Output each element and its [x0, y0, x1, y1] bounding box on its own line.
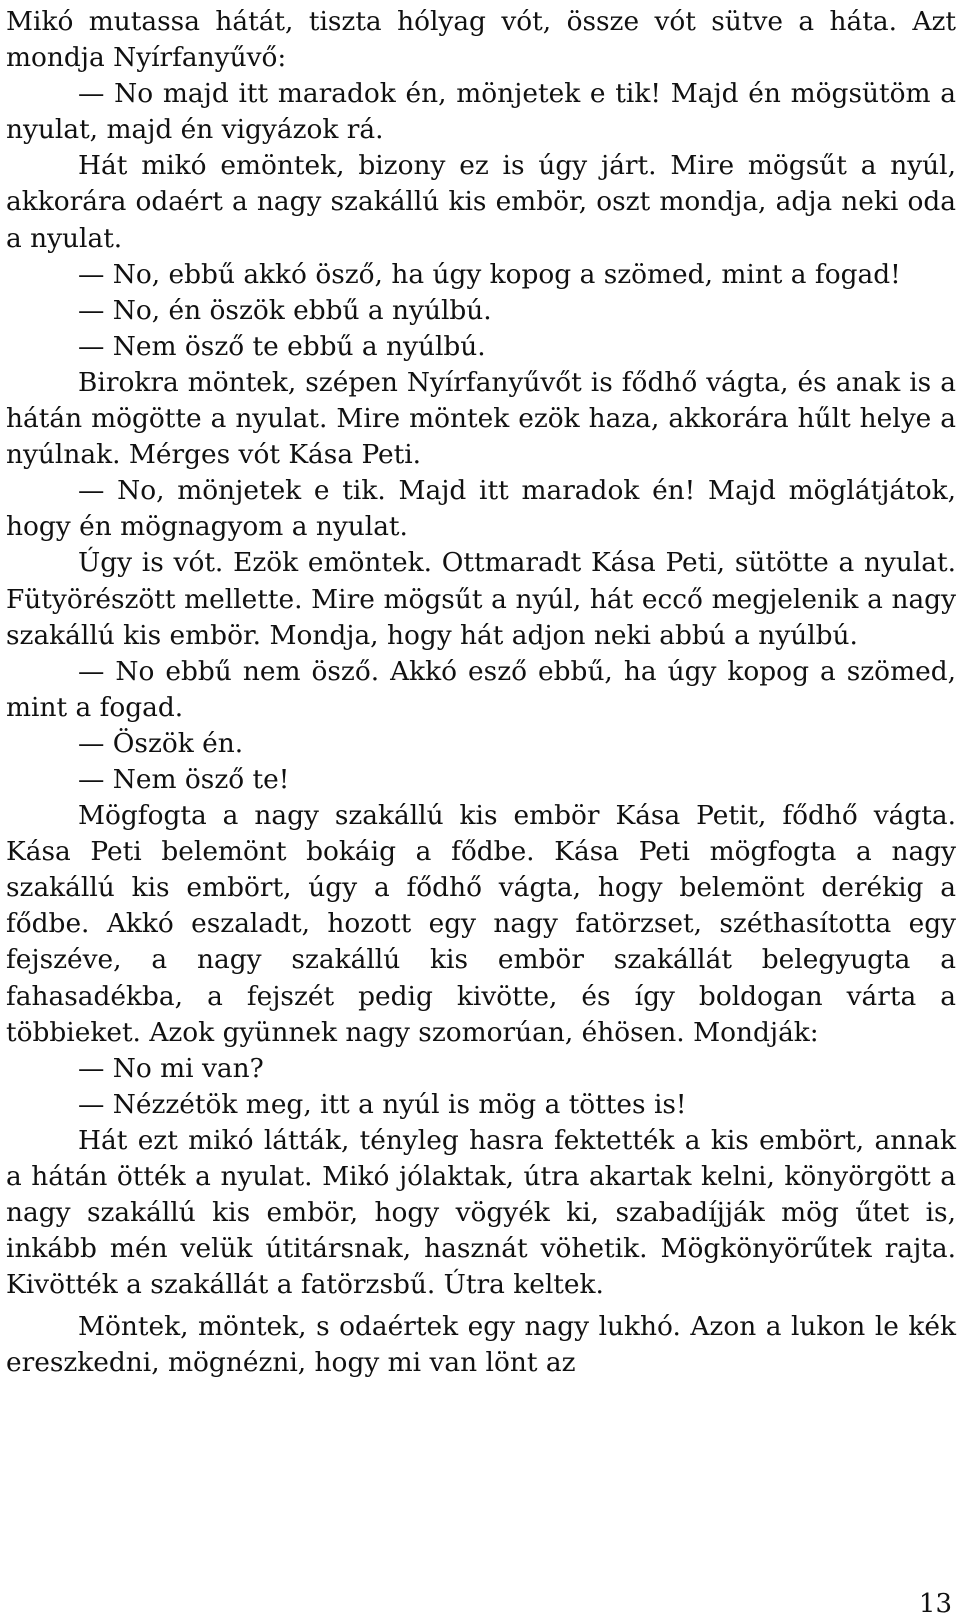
dialogue-line: — Nem ösző te ebbű a nyúlbú. — [78, 330, 486, 362]
dialogue-line: — No ebbű nem ösző. Akkó esző ebbű, ha úgy kopog a szömed, mint a fogad. — [6, 655, 956, 723]
paragraph: Birokra möntek, szépen Nyírfanyűvőt is fődhő vágta, és anak is a hátán mögötte a nyulat. Mire möntek ezök haza, akkorára hűlt helye a nyúlnak. Mérges vót Kása Peti. — [6, 366, 956, 471]
dialogue-line: — No mi van? — [78, 1052, 264, 1084]
paragraph: Hát ezt mikó látták, tényleg hasra fektették a kis embört, annak a hátán ötték a nyulat. Mikó jólaktak, útra akartak kelni, könyörgött a nagy szakállú kis embör, hogy vögyék ki, szabadíjják mög űtet is, inkább mén velük útitársnak, hasznát vöhetik. Mögkönyörűtek rajta. Kivötték a szakállát a fatörzsbű. Útra keltek. — [6, 1124, 956, 1301]
paragraph: Mikó mutassa hátát, tiszta hólyag vót, össze vót sütve a háta. Azt mondja Nyírfanyűvő: — [6, 6, 956, 74]
dialogue-line: — No, mönjetek e tik. Majd itt maradok én! Majd möglátjátok, hogy én mögnagyom a nyulat. — [6, 475, 956, 543]
paragraph: Mögfogta a nagy szakállú kis embör Kása Petit, fődhő vágta. Kása Peti belemönt bokáig a fődbe. Kása Peti mögfogta a nagy szakállú kis embört, úgy a fődhő vágta, hogy belemönt derékig a fődbe. Akkó eszaladt, hozott egy nagy fatörzset, széthasította egy fejszéve, a nagy szakállú kis embör szakállát belegyugta a fahasadékba, a fejszét pedig kivötte, és így boldogan várta a többieket. Azok gyünnek nagy szomorúan, éhösen. Mondják: — [6, 800, 956, 1048]
dialogue-line: — No, én öszök ebbű a nyúlbú. — [78, 294, 492, 326]
dialogue-line: — Öszök én. — [78, 727, 244, 759]
dialogue-line: — Nézzétök meg, itt a nyúl is mög a töttes is! — [78, 1088, 687, 1120]
paragraph: Hát mikó emöntek, bizony ez is úgy járt. Mire mögsűt a nyúl, akkorára odaért a nagy szakállú kis embör, oszt mondja, adja neki oda a nyulat. — [6, 150, 956, 254]
dialogue-line: — No, ebbű akkó ösző, ha úgy kopog a szömed, mint a fogad! — [78, 258, 901, 290]
dialogue-line: — No majd itt maradok én, mönjetek e tik! Majd én mögsütöm a nyulat, majd én vigyázok rá. — [6, 78, 956, 146]
page-body-text — [6, 4, 956, 1382]
page-number: 13 — [918, 1589, 952, 1619]
paragraph: Möntek, möntek, s odaértek egy nagy lukhó. Azon a lukon le kék ereszkedni, mögnézni, hogy mi van lönt az — [6, 1311, 956, 1379]
paragraph: Úgy is vót. Ezök emöntek. Ottmaradt Kása Peti, sütötte a nyulat. Fütyörészött mellette. Mire mögsűt a nyúl, hát eccő megjelenik a nagy szakállú kis embör. Mondja, hogy hát adjon neki abbú a nyúlbú. — [6, 547, 956, 651]
dialogue-line: — Nem ösző te! — [78, 763, 290, 795]
